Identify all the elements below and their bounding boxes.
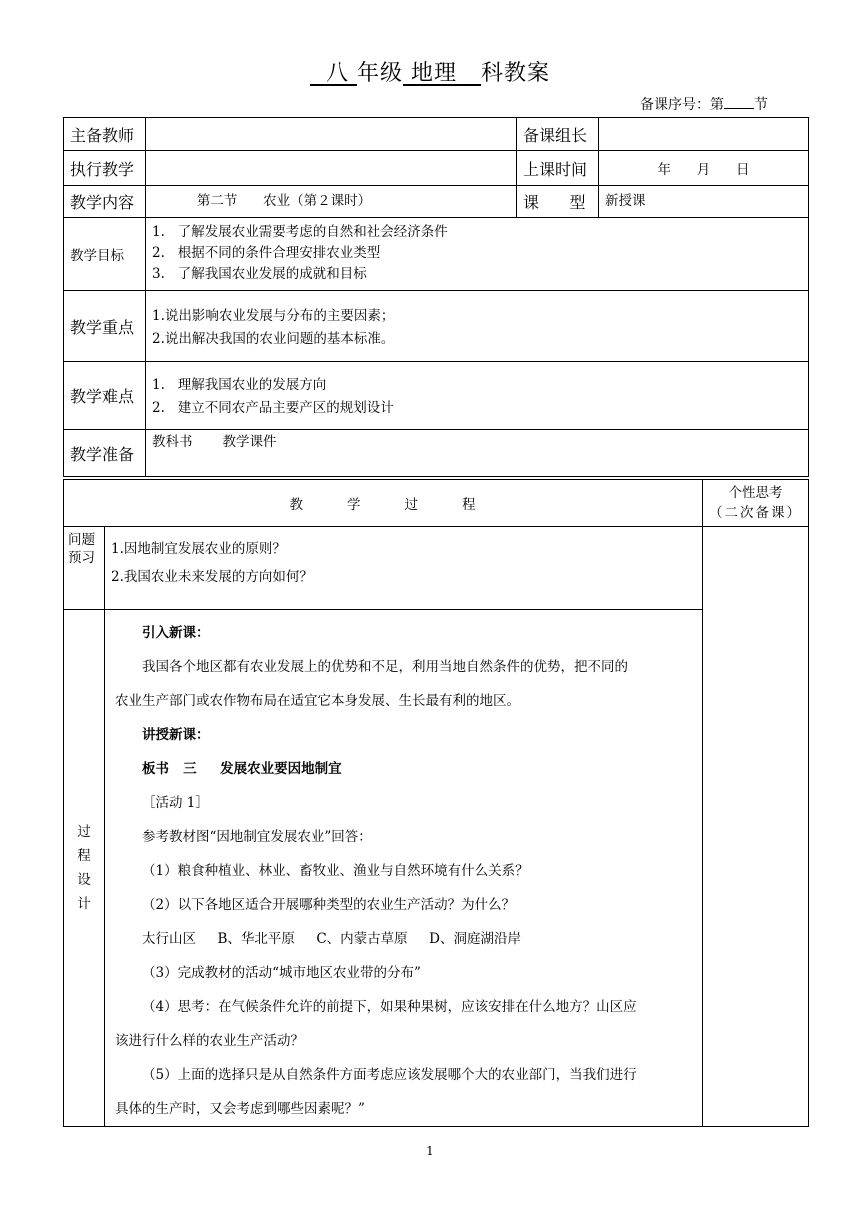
goals-label: 教学目标	[64, 218, 146, 291]
grade-suffix: 年级	[356, 61, 403, 86]
difficulties-list	[146, 362, 809, 430]
group-leader-value	[599, 118, 809, 151]
difficulty-item: 1. 理解我国农业的发展方向	[152, 377, 327, 393]
process-paragraph: （5）上面的选择只是从自然条件方面考虑应该发展哪个大的农业部门，当我们进行	[142, 1067, 637, 1083]
process-paragraph: （2）以下各地区适合开展哪种类型的农业生产活动？为什么？	[142, 897, 516, 913]
lesson-type-label: 课 型	[517, 186, 599, 218]
grade-value: 八	[325, 61, 349, 86]
main-teacher-label: 主备教师	[64, 118, 146, 151]
lesson-info-table	[63, 117, 809, 477]
preview-label: 问题预习	[64, 527, 105, 610]
lesson-type-value: 新授课	[599, 186, 809, 218]
design-label: 过程设计	[64, 610, 105, 1127]
process-paragraph: 该进行什么样的农业生产活动？	[115, 1033, 304, 1049]
process-heading: 讲授新课：	[142, 727, 210, 743]
page-number: 1	[426, 1144, 434, 1158]
goals-list	[146, 218, 809, 291]
class-time-value: 年 月 日	[599, 151, 809, 186]
process-heading: 引入新课：	[142, 625, 210, 641]
key-point-item: 2.说出解决我国的农业问题的基本标准。	[152, 331, 395, 347]
process-paragraph: 参考教材图“因地制宜发展农业”回答：	[142, 829, 372, 845]
exec-teacher-label: 执行教学	[64, 151, 146, 186]
goal-item: 2. 根据不同的条件合理安排农业类型	[152, 245, 381, 261]
class-time-label: 上课时间	[517, 151, 599, 186]
key-points-label: 教学重点	[64, 291, 146, 362]
process-paragraph: ［活动 1］	[142, 795, 209, 811]
personal-reflection-title: 个性思考	[728, 485, 783, 501]
personal-reflection-subtitle: （二次备课）	[709, 505, 802, 521]
preparation-label: 教学准备	[64, 430, 146, 477]
process-paragraph: 农业生产部门或农作物布局在适宜它本身发展、生长最有利的地区。	[115, 693, 520, 709]
page-title	[0, 56, 860, 87]
sequence-blank	[724, 94, 754, 109]
process-paragraph: 我国各个地区都有农业发展上的优势和不足，利用当地自然条件的优势，把不同的	[142, 659, 628, 675]
key-point-item: 1.说出影响农业发展与分布的主要因素；	[152, 308, 395, 324]
goal-item: 3. 了解我国农业发展的成就和目标	[152, 266, 367, 282]
process-title: 教学过程	[64, 480, 703, 527]
personal-reflection-header	[703, 480, 809, 527]
main-teacher-value	[146, 118, 517, 151]
teaching-process-table	[63, 479, 809, 1127]
key-points-list	[146, 291, 809, 362]
content-label: 教学内容	[64, 186, 146, 218]
subject-suffix: 科教案	[481, 61, 551, 86]
content-value: 第二节 农业（第２课时）	[146, 186, 517, 218]
process-paragraph: 太行山区 B、华北平原 C、内蒙古草原 D、洞庭湖沿岸	[142, 931, 521, 947]
group-leader-label: 备课组长	[517, 118, 599, 151]
lesson-sequence: 备课序号：第 节	[640, 94, 768, 114]
process-paragraph: 具体的生产时，又会考虑到哪些因素呢？”	[115, 1101, 365, 1117]
personal-reflection-cell	[703, 527, 809, 1127]
subject-value: 地理	[411, 61, 458, 86]
preview-questions	[105, 527, 703, 610]
preparation-value: 教科书 教学课件	[146, 430, 809, 477]
process-paragraph: （4）思考：在气候条件允许的前提下，如果种果树，应该安排在什么地方？山区应	[142, 999, 637, 1015]
difficulties-label: 教学难点	[64, 362, 146, 430]
exec-teacher-value	[146, 151, 517, 186]
process-body	[105, 610, 703, 1127]
goal-item: 1. 了解发展农业需要考虑的自然和社会经济条件	[152, 224, 448, 240]
difficulty-item: 2. 建立不同农产品主要产区的规划设计	[152, 400, 394, 416]
process-heading: 板书 三 发展农业要因地制宜	[142, 761, 342, 777]
preview-question: 1.因地制宜发展农业的原则？	[111, 541, 286, 557]
preview-question: 2.我国农业未来发展的方向如何？	[111, 569, 313, 585]
process-paragraph: （3）完成教材的活动“城市地区农业带的分布”	[142, 965, 421, 981]
process-paragraph: （1）粮食种植业、林业、畜牧业、渔业与自然环境有什么关系？	[142, 863, 529, 879]
